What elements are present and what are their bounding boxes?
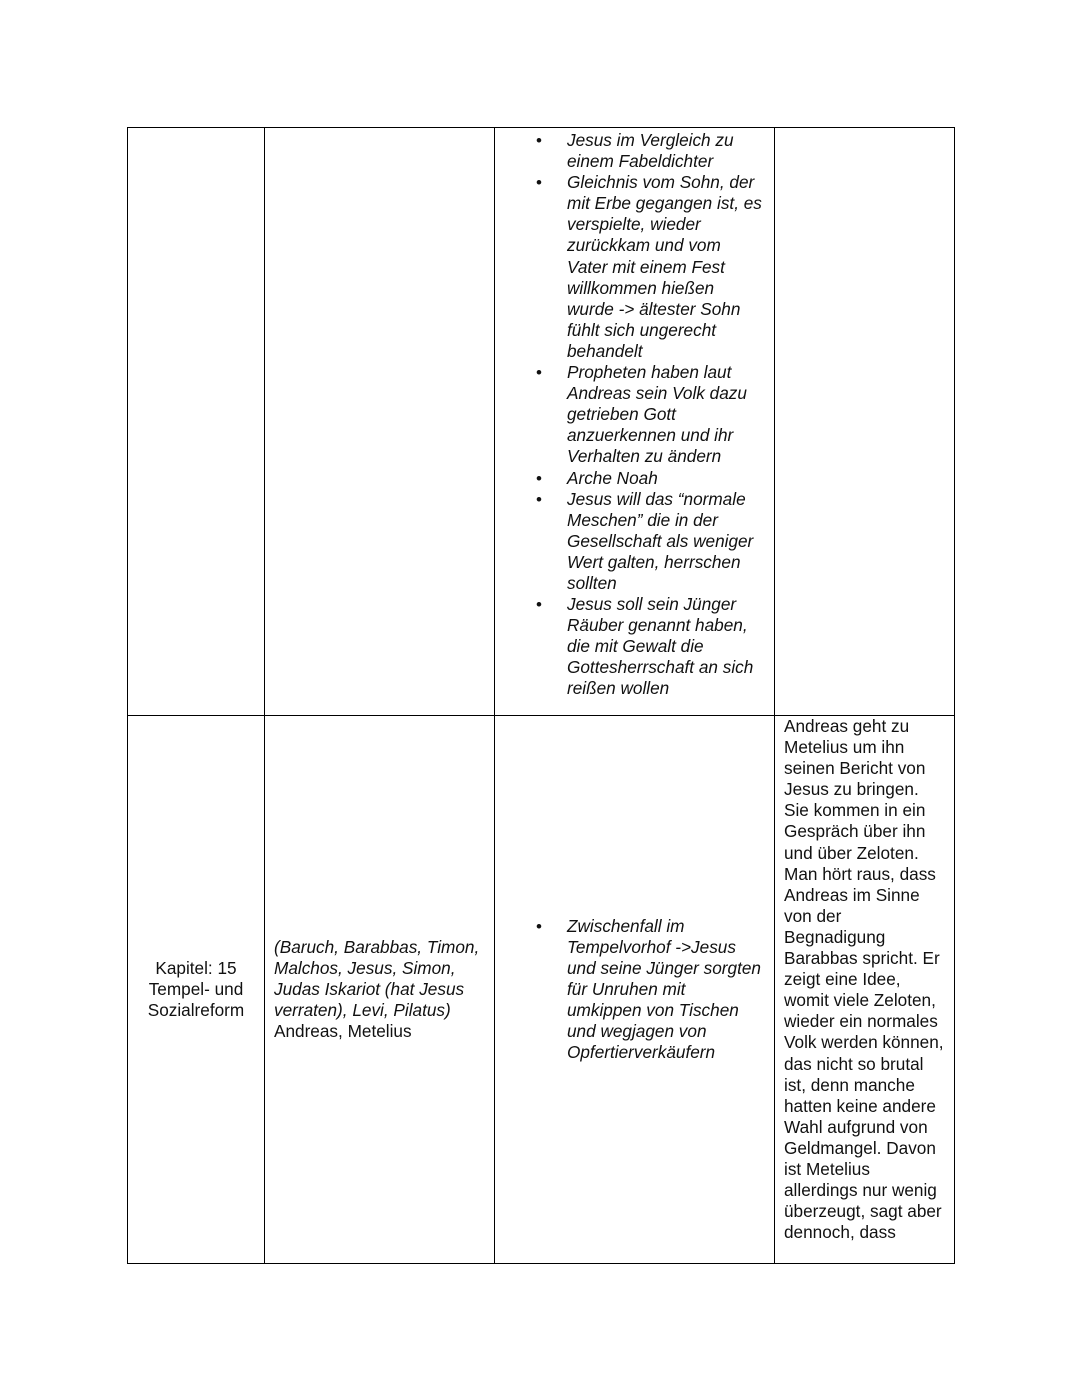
table-row	[128, 716, 955, 1264]
persons-cell	[265, 716, 495, 1264]
list-item: • Jesus will das “normale Meschen” die in der Gesellschaft als weniger Wert galten, herrschen sollten	[567, 489, 764, 594]
summary-text: Andreas geht zu Metelius um ihn seinen Bericht von Jesus zu bringen. Sie kommen in ein Gespräch über ihn und über Zeloten. Man hört raus, dass Andreas im Sinne von der Begnadigung Barabbas spricht. Er zeigt eine Idee, womit viele Zeloten, wieder ein normales Volk werden können, das nicht so brutal ist, denn manche hatten keine andere Wahl aufgrund von Geldmangel. Davon ist Metelius allerdings nur wenig überzeugt, sagt aber dennoch, dass	[784, 716, 944, 1243]
notes-table	[127, 127, 955, 1264]
chapter-line: Tempel- und	[148, 978, 244, 999]
persons-main: Andreas, Metelius	[274, 1021, 412, 1042]
chapter-cell	[128, 128, 265, 716]
list-item: • Gleichnis vom Sohn, der mit Erbe gegangen ist, es verspielte, wieder zurückkam und vom Vater mit einem Fest willkommen hießen wurde -> ältester Sohn fühlt sich ungerecht behandelt	[567, 172, 764, 362]
persons-list	[265, 937, 494, 1042]
chapter-line: Sozialreform	[147, 1000, 245, 1021]
summary-cell	[775, 128, 955, 716]
events-cell	[495, 716, 775, 1264]
list-item: • Propheten haben laut Andreas sein Volk dazu getrieben Gott anzuerkennen und ihr Verhalten zu ändern	[567, 362, 764, 467]
chapter-title	[128, 958, 264, 1021]
list-item: • Jesus soll sein Jünger Räuber genannt haben, die mit Gewalt die Gottesherrschaft an sich reißen wollen	[567, 594, 764, 699]
list-item: • Zwischenfall im Tempelvorhof ->Jesus und seine Jünger sorgten für Unruhen mit umkippen von Tischen und wegjagen von Opfertierverkäufern	[567, 916, 764, 1064]
persons-cell	[265, 128, 495, 716]
summary-cell	[775, 716, 955, 1264]
list-item: • Jesus im Vergleich zu einem Fabeldichter	[567, 130, 764, 172]
chapter-cell	[128, 716, 265, 1264]
events-list	[495, 128, 774, 700]
table-row	[128, 128, 955, 716]
events-cell	[495, 128, 775, 716]
chapter-line: Kapitel: 15	[155, 957, 237, 978]
events-list	[495, 916, 774, 1064]
persons-mentioned: (Baruch, Barabbas, Timon, Malchos, Jesus, Simon, Judas Iskariot (hat Jesus verraten), Levi, Pilatus)	[274, 936, 480, 1021]
list-item: • Arche Noah	[567, 468, 764, 489]
